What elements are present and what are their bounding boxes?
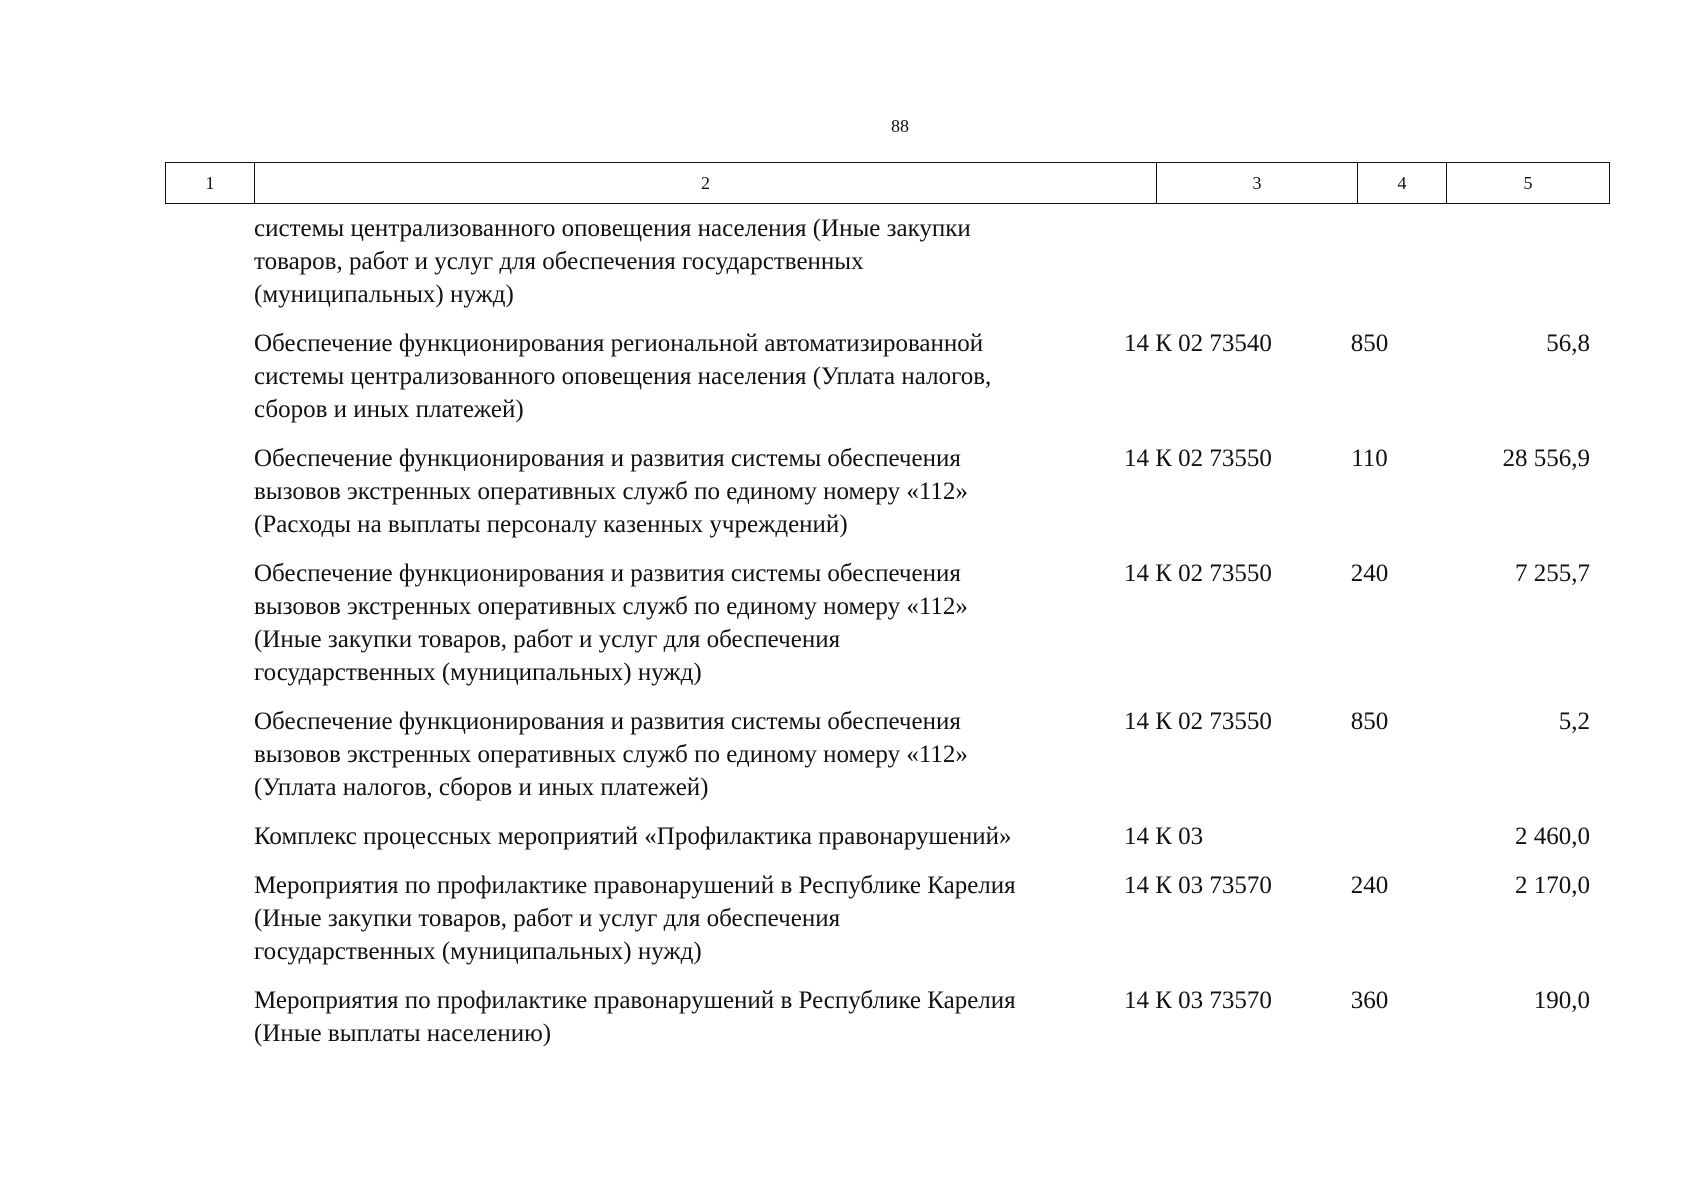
- column-header-table: [165, 162, 1610, 204]
- row-expense-type: 360: [1350, 987, 1389, 1014]
- row-amount: 190,0: [1533, 987, 1590, 1014]
- table-row: [165, 557, 1609, 689]
- column-header-3: 3: [1157, 163, 1358, 204]
- row-amount: 2 170,0: [1515, 872, 1590, 899]
- row-number-cell: [165, 327, 254, 426]
- column-header-row: [166, 163, 1610, 204]
- row-amount: [1414, 212, 1590, 311]
- row-number-cell: [165, 820, 254, 853]
- row-code: [1124, 212, 1325, 311]
- table-row: [165, 442, 1609, 541]
- row-description: Комплекс процессных мероприятий «Профилактика правонарушений»: [254, 823, 1012, 850]
- row-description: Обеспечение функционирования и развития системы обеспечения вызовов экстренных оперативных служб по единому номеру «112» (Иные закупки товаров, работ и услуг для обеспечения государственных (муниципальных) нужд): [254, 560, 968, 686]
- row-amount: 5,2: [1558, 708, 1590, 735]
- row-expense-type: 110: [1351, 445, 1388, 472]
- row-expense-type: 240: [1350, 872, 1389, 899]
- table-row: [165, 820, 1609, 853]
- row-number-cell: [165, 984, 254, 1050]
- row-expense-type: 850: [1350, 708, 1389, 735]
- page-number: 88: [891, 116, 909, 136]
- row-description: Обеспечение функционирования и развития системы обеспечения вызовов экстренных оперативных служб по единому номеру «112» (Расходы на выплаты персоналу казенных учреждений): [254, 445, 968, 538]
- column-header-2: 2: [255, 163, 1157, 204]
- row-expense-type: 850: [1350, 330, 1389, 357]
- row-description: Мероприятия по профилактике правонарушений в Республике Карелия (Иные выплаты населению): [254, 987, 1016, 1047]
- row-number-cell: [165, 212, 254, 311]
- row-expense-type: 240: [1350, 560, 1389, 587]
- table-row: [165, 212, 1609, 311]
- table-row: [165, 984, 1609, 1050]
- column-header-5: 5: [1447, 163, 1610, 204]
- row-code: 14 К 03 73570: [1124, 872, 1272, 899]
- row-amount: 7 255,7: [1515, 560, 1590, 587]
- row-expense-type: [1325, 212, 1414, 311]
- row-number-cell: [165, 557, 254, 689]
- row-expense-type: [1325, 820, 1414, 853]
- row-code: 14 К 03 73570: [1124, 987, 1272, 1014]
- table-row: [165, 705, 1609, 804]
- row-description: системы централизованного оповещения населения (Иные закупки товаров, работ и услуг для обеспечения государственных (муниципальных) нужд): [254, 215, 971, 308]
- table-row: [165, 869, 1609, 968]
- column-header-1: 1: [166, 163, 255, 204]
- row-code: 14 К 02 73550: [1124, 708, 1272, 735]
- row-code: 14 К 02 73540: [1124, 330, 1272, 357]
- row-amount: 56,8: [1546, 330, 1590, 357]
- table-row: [165, 327, 1609, 426]
- row-code: 14 К 02 73550: [1124, 445, 1272, 472]
- row-amount: 2 460,0: [1515, 823, 1590, 850]
- column-header-4: 4: [1358, 163, 1447, 204]
- row-code: 14 К 02 73550: [1124, 560, 1272, 587]
- row-description: Обеспечение функционирования региональной автоматизированной системы централизованного оповещения населения (Уплата налогов, сборов и иных платежей): [254, 330, 992, 423]
- row-code: 14 К 03: [1124, 823, 1204, 850]
- row-description: Мероприятия по профилактике правонарушений в Республике Карелия (Иные закупки товаров, работ и услуг для обеспечения государственных (муниципальных) нужд): [254, 872, 1016, 965]
- row-description: Обеспечение функционирования и развития системы обеспечения вызовов экстренных оперативных служб по единому номеру «112» (Уплата налогов, сборов и иных платежей): [254, 708, 968, 801]
- table-body: [165, 212, 1609, 1066]
- row-number-cell: [165, 705, 254, 804]
- row-amount: 28 556,9: [1502, 445, 1590, 472]
- row-number-cell: [165, 869, 254, 968]
- row-number-cell: [165, 442, 254, 541]
